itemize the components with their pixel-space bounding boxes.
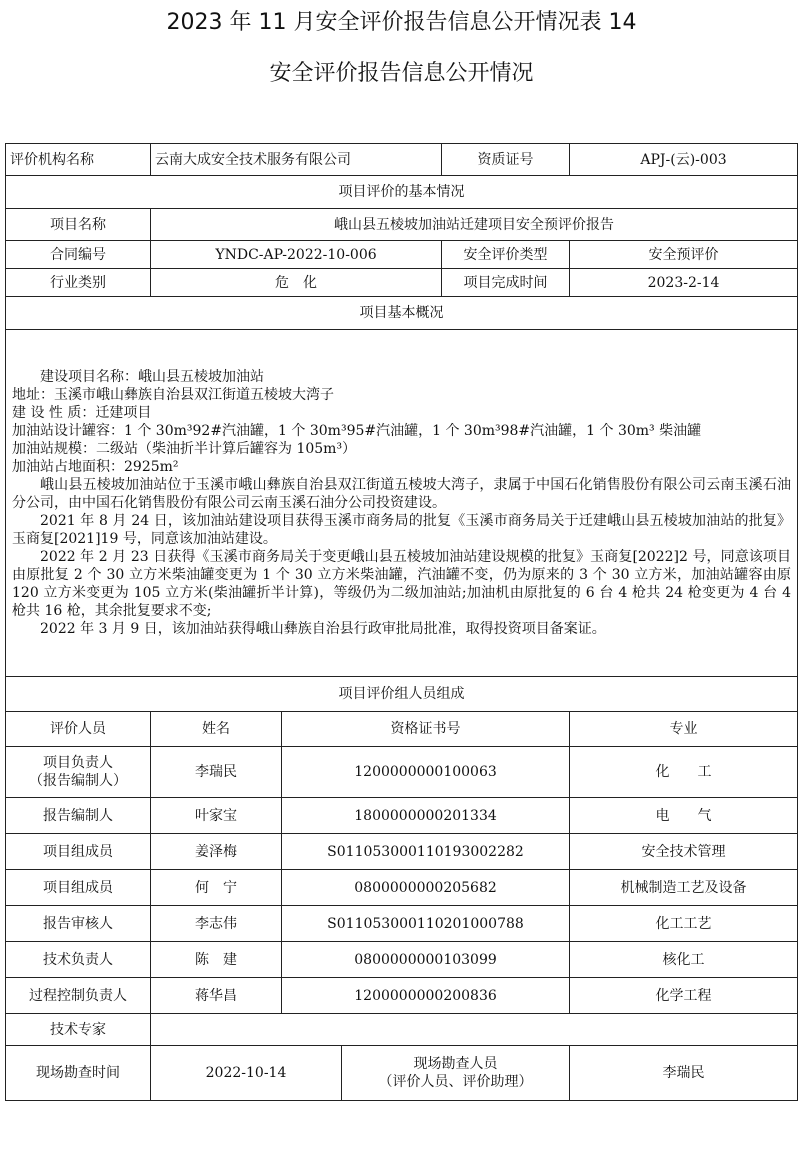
member-role-line: （报告编制人）	[29, 773, 127, 789]
survey-row	[6, 1046, 798, 1101]
expert-row	[6, 1014, 798, 1046]
member-cert: 1200000000200836	[282, 978, 570, 1014]
member-role: 报告审核人	[6, 906, 151, 942]
cert-value: APJ-(云)-003	[570, 144, 798, 176]
overview-paragraph: 2022 年 2 月 23 日获得《玉溪市商务局关于变更峨山县五棱坡加油站建设规模的批复》玉商复[2022]2 号，同意该项目由原批复 2 个 30 立方米柴油罐变更为 1 个 30 立方米柴油罐，汽油罐不变，仍为原来的 3 个 30 立方米，加油站罐容由原 120 立方米变更为 105 立方米(柴油罐折半计算)，等级仍为二级加油站;加油机由原批复的 6 台 4 枪共 24 枪变更为 4 台 4 枪共 16 枪，其余批复要求不变;	[12, 549, 792, 619]
contract-row	[6, 241, 798, 269]
overview-row	[6, 330, 798, 677]
disclosure-table	[5, 143, 798, 1101]
member-major: 电 气	[570, 798, 798, 834]
member-name: 李志伟	[151, 906, 282, 942]
member-name: 陈 建	[151, 942, 282, 978]
member-role: 过程控制负责人	[6, 978, 151, 1014]
survey-staff-label-line: （评价人员、评价助理）	[378, 1074, 533, 1090]
column-header-major: 专业	[570, 712, 798, 747]
overview-line: 建 设 性 质：迁建项目	[12, 405, 152, 421]
member-name: 何 宁	[151, 870, 282, 906]
finish-time-label: 项目完成时间	[442, 269, 570, 297]
table-row	[6, 798, 798, 834]
member-cert: S011053000110201000788	[282, 906, 570, 942]
member-cert: 0800000000103099	[282, 942, 570, 978]
overview-line: 加油站占地面积：2925m²	[12, 459, 179, 475]
member-name: 叶家宝	[151, 798, 282, 834]
table-row	[6, 978, 798, 1014]
member-role: 报告编制人	[6, 798, 151, 834]
member-major: 化工工艺	[570, 906, 798, 942]
column-header-cert: 资格证书号	[282, 712, 570, 747]
member-cert: 1200000000100063	[282, 747, 570, 798]
survey-staff-value: 李瑞民	[570, 1046, 798, 1101]
project-name-label: 项目名称	[6, 209, 151, 241]
column-header-role: 评价人员	[6, 712, 151, 747]
table-row	[6, 906, 798, 942]
survey-staff-label	[342, 1046, 570, 1101]
eval-type-value: 安全预评价	[570, 241, 798, 269]
member-role: 项目组成员	[6, 834, 151, 870]
industry-label: 行业类别	[6, 269, 151, 297]
org-value: 云南大成安全技术服务有限公司	[151, 144, 442, 176]
overview-header: 项目基本概况	[6, 297, 798, 330]
member-cert: S011053000110193002282	[282, 834, 570, 870]
team-header: 项目评价组人员组成	[6, 677, 798, 712]
eval-type-label: 安全评价类型	[442, 241, 570, 269]
org-row	[6, 144, 798, 176]
overview-header-row	[6, 297, 798, 330]
overview-paragraph: 2022 年 3 月 9 日，该加油站获得峨山彝族自治县行政审批局批准，取得投资项目备案证。	[40, 621, 606, 637]
expert-label: 技术专家	[6, 1014, 151, 1046]
table-row	[6, 747, 798, 798]
survey-time-label: 现场勘查时间	[6, 1046, 151, 1101]
member-cert: 1800000000201334	[282, 798, 570, 834]
member-major: 核化工	[570, 942, 798, 978]
cert-label: 资质证号	[442, 144, 570, 176]
team-header-row	[6, 677, 798, 712]
document-title: 2023 年 11 月安全评价报告信息公开情况表 14	[166, 10, 637, 35]
column-header-name: 姓名	[151, 712, 282, 747]
table-row	[6, 942, 798, 978]
member-name: 蒋华昌	[151, 978, 282, 1014]
industry-value: 危 化	[151, 269, 442, 297]
overview-paragraph: 峨山县五棱坡加油站位于玉溪市峨山彝族自治县双江街道五棱坡大湾子，隶属于中国石化销售股份有限公司云南玉溪石油分公司，由中国石化销售股份有限公司云南玉溪石油分公司投资建设。	[12, 477, 792, 511]
project-name-row	[6, 209, 798, 241]
overview-line: 加油站规模：二级站（柴油折半计算后罐容为 105m³）	[12, 441, 357, 457]
project-name-value: 峨山县五棱坡加油站迁建项目安全预评价报告	[151, 209, 798, 241]
member-role: 项目组成员	[6, 870, 151, 906]
document-subtitle: 安全评价报告信息公开情况	[269, 61, 534, 86]
team-columns-row	[6, 712, 798, 747]
member-major: 安全技术管理	[570, 834, 798, 870]
member-role-line: 项目负责人	[43, 755, 113, 771]
member-name: 李瑞民	[151, 747, 282, 798]
survey-time-value: 2022-10-14	[151, 1046, 342, 1101]
member-major: 化 工	[570, 747, 798, 798]
overview-line: 加油站设计罐容：1 个 30m³92#汽油罐，1 个 30m³95#汽油罐，1 个 30m³98#汽油罐，1 个 30m³ 柴油罐	[12, 423, 702, 439]
expert-value	[151, 1014, 798, 1046]
member-role: 技术负责人	[6, 942, 151, 978]
table-row	[6, 870, 798, 906]
basic-header-row	[6, 176, 798, 209]
table-row	[6, 834, 798, 870]
contract-value: YNDC-AP-2022-10-006	[151, 241, 442, 269]
overview-line: 建设项目名称：峨山县五棱坡加油站	[40, 369, 264, 385]
basic-header: 项目评价的基本情况	[6, 176, 798, 209]
overview-content	[6, 330, 798, 677]
contract-label: 合同编号	[6, 241, 151, 269]
member-cert: 0800000000205682	[282, 870, 570, 906]
overview-line: 地址：玉溪市峨山彝族自治县双江街道五棱坡大湾子	[12, 387, 334, 403]
industry-row	[6, 269, 798, 297]
member-name: 姜泽梅	[151, 834, 282, 870]
survey-staff-label-line: 现场勘查人员	[413, 1056, 498, 1072]
finish-time-value: 2023-2-14	[570, 269, 798, 297]
member-major: 化学工程	[570, 978, 798, 1014]
member-role	[6, 747, 151, 798]
member-major: 机械制造工艺及设备	[570, 870, 798, 906]
overview-paragraph: 2021 年 8 月 24 日，该加油站建设项目获得玉溪市商务局的批复《玉溪市商务局关于迁建峨山县五棱坡加油站的批复》玉商复[2021]19 号，同意该加油站建设。	[12, 513, 792, 547]
org-label: 评价机构名称	[6, 144, 151, 176]
